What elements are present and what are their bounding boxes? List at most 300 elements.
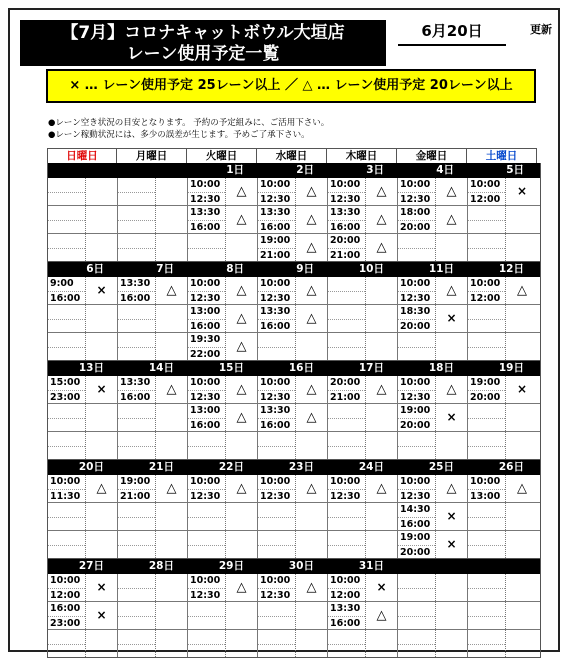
start-time: 14:30 xyxy=(400,504,431,515)
slot-cell xyxy=(328,503,398,530)
slot-row xyxy=(48,305,540,333)
end-time xyxy=(258,644,295,658)
slot-cell xyxy=(468,305,538,332)
start-time xyxy=(468,432,505,446)
end-time: 12:00 xyxy=(328,588,365,602)
end-time: 16:00 xyxy=(258,319,295,333)
start-time: 10:00 xyxy=(50,476,81,487)
note-1: ●レーン空き状況の目安となります。 予約の予定組みに、ご活用下さい。 xyxy=(48,118,330,128)
slot-times xyxy=(188,503,226,530)
end-time: 12:00 xyxy=(468,192,505,206)
slot-cell xyxy=(258,376,328,403)
start-time: 10:00 xyxy=(330,179,361,190)
start-time: 19:00 xyxy=(470,377,501,388)
slot-cell xyxy=(328,475,398,502)
date-label: 17日 xyxy=(358,362,384,374)
slot-cell xyxy=(48,574,118,601)
end-time: 16:00 xyxy=(258,418,295,432)
end-time: 20:00 xyxy=(398,418,435,432)
week-block xyxy=(47,361,541,460)
availability-mark: × xyxy=(96,608,107,622)
end-time: 12:30 xyxy=(188,489,225,503)
slot-times xyxy=(118,277,156,304)
slot-cell xyxy=(48,376,118,403)
slot-cell xyxy=(118,574,188,601)
end-time: 16:00 xyxy=(188,418,225,432)
end-time xyxy=(398,248,435,262)
slot-times xyxy=(398,574,436,601)
availability-mark xyxy=(86,178,117,205)
slot-times xyxy=(48,376,86,403)
slot-times xyxy=(328,432,366,459)
date-label: 29日 xyxy=(218,560,244,572)
start-time xyxy=(398,234,435,248)
slot-times xyxy=(48,305,86,332)
availability-mark: × xyxy=(446,311,457,325)
slot-cell xyxy=(398,333,468,360)
start-time: 13:30 xyxy=(260,306,291,317)
slot-times xyxy=(328,277,366,304)
start-time xyxy=(258,432,295,446)
availability-mark xyxy=(506,206,538,233)
slot-times xyxy=(118,432,156,459)
slot-cell xyxy=(188,475,258,502)
slot-times xyxy=(258,475,296,502)
week-block xyxy=(47,262,541,361)
start-time xyxy=(118,531,155,545)
slot-times xyxy=(48,475,86,502)
availability-mark xyxy=(86,630,117,657)
start-time xyxy=(328,277,365,291)
end-time xyxy=(118,220,155,234)
slot-cell xyxy=(258,404,328,431)
availability-mark: × xyxy=(96,580,107,594)
end-time xyxy=(468,220,505,234)
slot-times xyxy=(258,206,296,233)
slot-cell xyxy=(258,574,328,601)
availability-mark: △ xyxy=(306,481,317,496)
end-time: 16:00 xyxy=(398,517,435,531)
end-time: 23:00 xyxy=(48,616,85,630)
end-time xyxy=(118,545,155,559)
start-time: 10:00 xyxy=(330,476,361,487)
date-label: 12日 xyxy=(498,263,524,275)
slot-cell xyxy=(118,234,188,261)
week-block xyxy=(47,460,541,559)
slot-cell xyxy=(188,234,258,261)
slot-row xyxy=(48,376,540,404)
slot-cell xyxy=(48,475,118,502)
slot-times xyxy=(398,305,436,332)
end-time: 22:00 xyxy=(188,347,225,361)
end-time xyxy=(118,347,155,361)
slot-times xyxy=(468,531,506,558)
slot-times xyxy=(398,178,436,205)
start-time: 10:00 xyxy=(190,476,221,487)
availability-mark: △ xyxy=(306,382,317,397)
end-time xyxy=(188,644,225,658)
end-time xyxy=(48,220,85,234)
weekday-wed: 水曜日 xyxy=(257,148,327,163)
end-time xyxy=(48,644,85,658)
slot-times xyxy=(118,574,156,601)
start-time xyxy=(468,305,505,319)
start-time xyxy=(48,630,85,644)
date-label: 5日 xyxy=(506,164,524,176)
date-row xyxy=(48,460,540,475)
slot-times xyxy=(188,630,226,657)
availability-mark: × xyxy=(446,509,457,523)
slot-cell xyxy=(328,305,398,332)
availability-mark: △ xyxy=(376,608,387,623)
end-time xyxy=(118,418,155,432)
start-time xyxy=(188,630,225,644)
slot-times xyxy=(398,333,436,360)
slot-cell xyxy=(258,206,328,233)
slot-cell xyxy=(328,630,398,657)
availability-mark xyxy=(86,404,117,431)
start-time xyxy=(188,234,225,248)
slot-cell xyxy=(118,333,188,360)
end-time xyxy=(468,418,505,432)
weekday-thu: 木曜日 xyxy=(327,148,397,163)
slot-cell xyxy=(468,475,538,502)
start-time xyxy=(48,305,85,319)
start-time: 10:00 xyxy=(470,278,501,289)
slot-cell xyxy=(398,376,468,403)
slot-times xyxy=(188,432,226,459)
end-time xyxy=(188,517,225,531)
availability-mark xyxy=(156,503,187,530)
date-label: 25日 xyxy=(428,461,454,473)
slot-cell xyxy=(398,630,468,657)
slot-cell xyxy=(258,630,328,657)
start-time xyxy=(118,206,155,220)
start-time xyxy=(398,630,435,644)
start-time xyxy=(118,234,155,248)
availability-mark xyxy=(226,503,257,530)
slot-cell xyxy=(258,503,328,530)
date-label: 1日 xyxy=(226,164,244,176)
end-time: 16:00 xyxy=(188,220,225,234)
slot-cell xyxy=(398,234,468,261)
date-label xyxy=(48,163,118,178)
end-time xyxy=(328,644,365,658)
availability-mark xyxy=(366,503,397,530)
slot-cell xyxy=(398,475,468,502)
end-time xyxy=(328,418,365,432)
availability-mark xyxy=(156,305,187,332)
availability-mark xyxy=(506,574,538,601)
slot-times xyxy=(258,404,296,431)
availability-mark xyxy=(506,602,538,629)
start-time: 10:00 xyxy=(190,575,221,586)
end-time xyxy=(258,347,295,361)
end-time xyxy=(188,545,225,559)
slot-cell xyxy=(468,277,538,304)
slot-cell xyxy=(328,376,398,403)
availability-mark xyxy=(296,602,327,629)
slot-times xyxy=(328,574,366,601)
start-time: 10:00 xyxy=(50,575,81,586)
start-time xyxy=(118,404,155,418)
slot-cell xyxy=(48,178,118,205)
slot-cell xyxy=(398,277,468,304)
week-block xyxy=(47,559,541,658)
availability-mark xyxy=(86,531,117,558)
start-time: 19:30 xyxy=(190,334,221,345)
page-subtitle: レーン使用予定一覧 xyxy=(126,44,280,64)
availability-mark: △ xyxy=(376,240,387,255)
slot-cell xyxy=(118,630,188,657)
slot-cell xyxy=(48,432,118,459)
availability-mark: × xyxy=(96,382,107,396)
slot-cell xyxy=(118,404,188,431)
date-label: 21日 xyxy=(148,461,174,473)
availability-mark xyxy=(366,277,397,304)
slot-times xyxy=(258,277,296,304)
slot-times xyxy=(468,574,506,601)
end-time: 20:00 xyxy=(398,545,435,559)
start-time: 10:00 xyxy=(190,278,221,289)
date-label: 13日 xyxy=(78,362,104,374)
slot-cell xyxy=(328,574,398,601)
date-label xyxy=(468,559,538,574)
slot-cell xyxy=(188,602,258,629)
slot-times xyxy=(398,277,436,304)
start-time xyxy=(258,531,295,545)
slot-times xyxy=(328,630,366,657)
slot-cell xyxy=(398,404,468,431)
slot-times xyxy=(48,432,86,459)
start-time xyxy=(188,602,225,616)
availability-mark: △ xyxy=(236,311,247,326)
start-time: 18:30 xyxy=(400,306,431,317)
end-time: 21:00 xyxy=(118,489,155,503)
availability-mark xyxy=(86,234,117,261)
slot-cell xyxy=(468,206,538,233)
slot-times xyxy=(48,602,86,629)
slot-cell xyxy=(48,305,118,332)
availability-mark: △ xyxy=(376,481,387,496)
availability-mark: △ xyxy=(236,481,247,496)
start-time: 13:30 xyxy=(260,207,291,218)
start-time: 13:00 xyxy=(190,306,221,317)
end-time xyxy=(398,347,435,361)
slot-times xyxy=(328,602,366,629)
end-time xyxy=(48,418,85,432)
availability-mark: △ xyxy=(446,382,457,397)
slot-cell xyxy=(468,574,538,601)
end-time: 12:30 xyxy=(258,588,295,602)
slot-times xyxy=(48,206,86,233)
availability-mark: △ xyxy=(236,339,247,354)
availability-mark xyxy=(296,630,327,657)
slot-cell xyxy=(328,206,398,233)
legend-box: × … レーン使用予定 25レーン以上 ／ △ … レーン使用予定 20レーン以上 xyxy=(46,69,536,103)
slot-times xyxy=(398,234,436,261)
slot-cell xyxy=(48,531,118,558)
slot-cell xyxy=(258,305,328,332)
slot-cell xyxy=(398,531,468,558)
end-time: 12:00 xyxy=(468,291,505,305)
start-time xyxy=(48,432,85,446)
slot-cell xyxy=(468,234,538,261)
slot-cell xyxy=(328,178,398,205)
start-time xyxy=(188,531,225,545)
slot-times xyxy=(258,234,296,261)
weeks-container xyxy=(47,163,541,658)
slot-cell xyxy=(398,432,468,459)
slot-times xyxy=(398,503,436,530)
end-time xyxy=(188,248,225,262)
slot-cell xyxy=(118,503,188,530)
slot-times xyxy=(188,376,226,403)
slot-times xyxy=(398,376,436,403)
slot-times xyxy=(118,333,156,360)
end-time xyxy=(118,319,155,333)
availability-mark xyxy=(436,234,467,261)
end-time xyxy=(468,517,505,531)
start-time xyxy=(328,531,365,545)
start-time xyxy=(398,574,435,588)
slot-cell xyxy=(328,234,398,261)
date-label: 16日 xyxy=(288,362,314,374)
slot-times xyxy=(48,531,86,558)
availability-mark xyxy=(436,602,467,629)
start-time xyxy=(328,630,365,644)
start-time xyxy=(118,503,155,517)
end-time: 12:30 xyxy=(188,291,225,305)
start-time xyxy=(328,333,365,347)
availability-mark: △ xyxy=(306,240,317,255)
end-time xyxy=(258,616,295,630)
slot-times xyxy=(118,531,156,558)
availability-mark xyxy=(506,234,538,261)
start-time: 19:00 xyxy=(400,405,431,416)
availability-mark xyxy=(86,305,117,332)
start-time xyxy=(468,630,505,644)
slot-cell xyxy=(328,531,398,558)
start-time: 13:00 xyxy=(190,405,221,416)
start-time: 10:00 xyxy=(400,179,431,190)
slot-cell xyxy=(258,234,328,261)
start-time: 10:00 xyxy=(330,575,361,586)
start-time: 10:00 xyxy=(400,278,431,289)
slot-cell xyxy=(258,475,328,502)
slot-times xyxy=(468,305,506,332)
date-label: 19日 xyxy=(498,362,524,374)
availability-mark xyxy=(366,432,397,459)
slot-cell xyxy=(118,376,188,403)
slot-row xyxy=(48,503,540,531)
slot-times xyxy=(188,531,226,558)
availability-mark xyxy=(226,531,257,558)
slot-cell xyxy=(468,503,538,530)
date-label: 6日 xyxy=(86,263,104,275)
availability-mark xyxy=(506,333,538,360)
slot-times xyxy=(188,206,226,233)
availability-mark xyxy=(156,206,187,233)
availability-mark xyxy=(366,333,397,360)
end-time xyxy=(48,545,85,559)
start-time xyxy=(118,432,155,446)
slot-times xyxy=(118,503,156,530)
availability-mark: △ xyxy=(236,283,247,298)
start-time xyxy=(468,602,505,616)
slot-times xyxy=(48,333,86,360)
date-label: 8日 xyxy=(226,263,244,275)
end-time xyxy=(398,588,435,602)
weekday-fri: 金曜日 xyxy=(397,148,467,163)
date-label: 10日 xyxy=(358,263,384,275)
slot-times xyxy=(398,404,436,431)
start-time xyxy=(118,305,155,319)
end-time: 12:30 xyxy=(328,489,365,503)
end-time xyxy=(118,616,155,630)
slot-cell xyxy=(48,206,118,233)
end-time xyxy=(468,319,505,333)
start-time: 20:00 xyxy=(330,235,361,246)
availability-mark: △ xyxy=(166,283,177,298)
end-time: 12:30 xyxy=(328,192,365,206)
availability-mark xyxy=(296,531,327,558)
date-label xyxy=(118,163,188,178)
slot-cell xyxy=(118,178,188,205)
start-time: 13:30 xyxy=(330,603,361,614)
availability-mark: × xyxy=(446,537,457,551)
slot-cell xyxy=(188,178,258,205)
slot-cell xyxy=(468,602,538,629)
end-time xyxy=(258,517,295,531)
slot-cell xyxy=(118,602,188,629)
slot-times xyxy=(48,277,86,304)
end-time xyxy=(398,446,435,460)
end-time: 16:00 xyxy=(188,319,225,333)
slot-times xyxy=(258,376,296,403)
slot-cell xyxy=(398,178,468,205)
availability-mark xyxy=(366,404,397,431)
availability-mark xyxy=(156,432,187,459)
end-time xyxy=(48,248,85,262)
end-time xyxy=(468,588,505,602)
end-time: 12:30 xyxy=(258,489,295,503)
slot-times xyxy=(468,333,506,360)
end-time: 20:00 xyxy=(398,220,435,234)
end-time xyxy=(468,248,505,262)
slot-times xyxy=(468,503,506,530)
end-time xyxy=(188,616,225,630)
start-time xyxy=(48,234,85,248)
end-time: 12:30 xyxy=(188,588,225,602)
availability-mark: △ xyxy=(306,580,317,595)
slot-cell xyxy=(398,305,468,332)
slot-times xyxy=(328,305,366,332)
date-label: 22日 xyxy=(218,461,244,473)
end-time: 12:30 xyxy=(398,291,435,305)
slot-cell xyxy=(468,178,538,205)
end-time xyxy=(48,517,85,531)
slot-times xyxy=(398,630,436,657)
slot-cell xyxy=(398,602,468,629)
slot-cell xyxy=(468,432,538,459)
availability-mark xyxy=(506,305,538,332)
slot-times xyxy=(48,404,86,431)
availability-mark xyxy=(436,432,467,459)
end-time: 13:00 xyxy=(468,489,505,503)
slot-times xyxy=(328,531,366,558)
start-time: 13:30 xyxy=(190,207,221,218)
